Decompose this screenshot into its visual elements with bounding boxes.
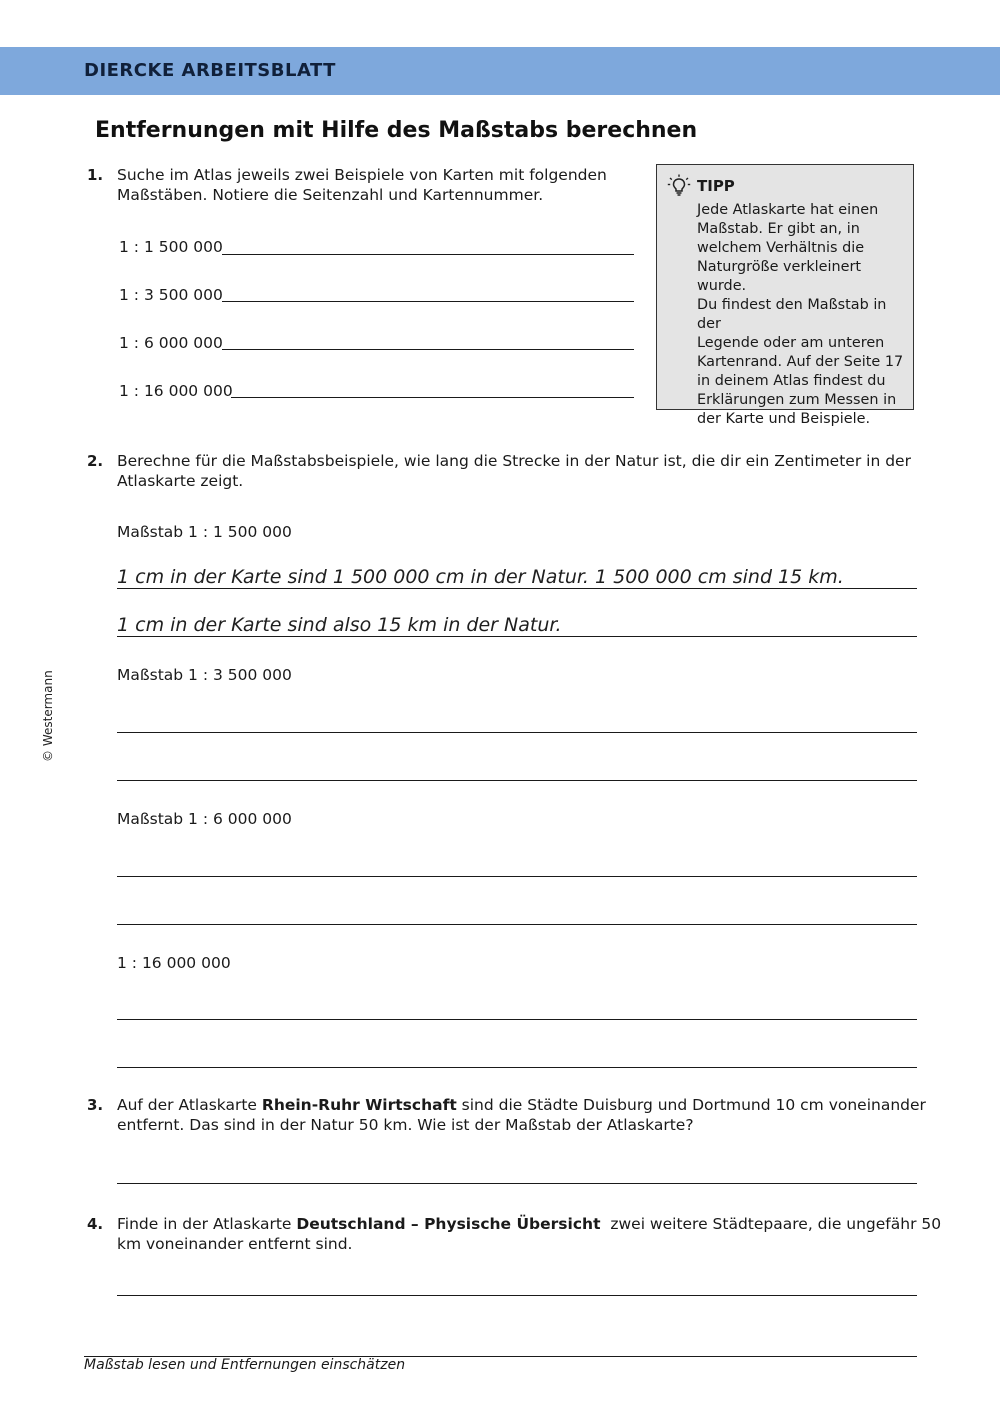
task2-text-line1: Berechne für die Maßstabsbeispiele, wie lang die Strecke in der Natur ist, die dir ein Zentimeter in der — [117, 452, 911, 470]
task3-text-line2: entfernt. Das sind in der Natur 50 km. Wie ist der Maßstab der Atlaskarte? — [117, 1116, 694, 1134]
task1-answer-line-2[interactable] — [222, 301, 634, 302]
task2-example-line-1 — [117, 588, 917, 589]
task2-label-3: Maßstab 1 : 6 000 000 — [117, 810, 292, 828]
tip-line: Erklärungen zum Messen in — [697, 392, 897, 408]
task2-text-line2: Atlaskarte zeigt. — [117, 472, 244, 490]
tip-line: Du findest den Maßstab in der — [697, 297, 887, 332]
copyright-side-text: © Westermann — [41, 670, 55, 762]
task3-text-line1 — [117, 1095, 926, 1115]
task1-answer-line-4[interactable] — [231, 397, 634, 398]
task4-text-post: zwei weitere Städtepaare, die ungefähr 50 — [600, 1215, 942, 1233]
tip-line: der Karte und Beispiele. — [697, 411, 871, 427]
task2-label-2: Maßstab 1 : 3 500 000 — [117, 666, 292, 684]
task2-example-answer-1: 1 cm in der Karte sind 1 500 000 cm in der Natur. 1 500 000 cm sind 15 km. — [117, 566, 844, 588]
task1-scale-1: 1 : 1 500 000 — [119, 238, 223, 256]
task2-answer-line[interactable] — [117, 876, 917, 877]
task1-text-line1: Suche im Atlas jeweils zwei Beispiele von Karten mit folgenden — [117, 166, 607, 184]
tip-line: Jede Atlaskarte hat einen — [697, 202, 879, 218]
task4-map-name: Deutschland – Physische Übersicht — [296, 1215, 601, 1233]
task2-answer-line[interactable] — [117, 732, 917, 733]
task1-number: 1. — [87, 166, 104, 184]
tip-title: TIPP — [697, 177, 735, 195]
task3-text-pre: Auf der Atlaskarte — [117, 1096, 262, 1114]
task3-answer-line[interactable] — [117, 1183, 917, 1184]
task2-number: 2. — [87, 452, 104, 470]
task1-answer-line-3[interactable] — [222, 349, 634, 350]
tip-line: Naturgröße verkleinert wurde. — [697, 259, 862, 294]
task2-answer-line[interactable] — [117, 1019, 917, 1020]
task2-answer-line[interactable] — [117, 924, 917, 925]
task3-map-name: Rhein-Ruhr Wirtschaft — [261, 1096, 457, 1114]
task1-scale-3: 1 : 6 000 000 — [119, 334, 223, 352]
lightbulb-icon — [667, 174, 691, 198]
page-title: Entfernungen mit Hilfe des Maßstabs berechnen — [95, 118, 698, 143]
tip-line: Kartenrand. Auf der Seite 17 — [697, 354, 904, 370]
tip-line: Maßstab. Er gibt an, in — [697, 221, 860, 237]
task4-text-line1 — [117, 1214, 941, 1234]
task4-text-line2: km voneinander entfernt sind. — [117, 1235, 353, 1253]
task1-text-line2: Maßstäben. Notiere die Seitenzahl und Kartennummer. — [117, 186, 544, 204]
task1-scale-4: 1 : 16 000 000 — [119, 382, 233, 400]
tip-text — [697, 201, 912, 429]
tip-line: welchem Verhältnis die — [697, 240, 865, 256]
task1-answer-line-1[interactable] — [222, 254, 634, 255]
task4-number: 4. — [87, 1215, 104, 1233]
tip-line: Legende oder am unteren — [697, 335, 885, 351]
task2-answer-line[interactable] — [117, 780, 917, 781]
task2-example-answer-2: 1 cm in der Karte sind also 15 km in der Natur. — [117, 614, 562, 636]
footer-text: Maßstab lesen und Entfernungen einschätzen — [84, 1357, 406, 1373]
task2-answer-line[interactable] — [117, 1067, 917, 1068]
task2-example-line-2 — [117, 636, 917, 637]
header-title: DIERCKE ARBEITSBLATT — [84, 60, 336, 81]
task1-scale-2: 1 : 3 500 000 — [119, 286, 223, 304]
task4-answer-line[interactable] — [117, 1295, 917, 1296]
task2-example-label: Maßstab 1 : 1 500 000 — [117, 523, 292, 541]
task3-text-post: sind die Städte Duisburg und Dortmund 10 cm voneinander — [456, 1096, 926, 1114]
task4-text-pre: Finde in der Atlaskarte — [117, 1215, 297, 1233]
task2-label-4: 1 : 16 000 000 — [117, 954, 231, 972]
task3-number: 3. — [87, 1096, 104, 1114]
tip-line: in deinem Atlas findest du — [697, 373, 886, 389]
